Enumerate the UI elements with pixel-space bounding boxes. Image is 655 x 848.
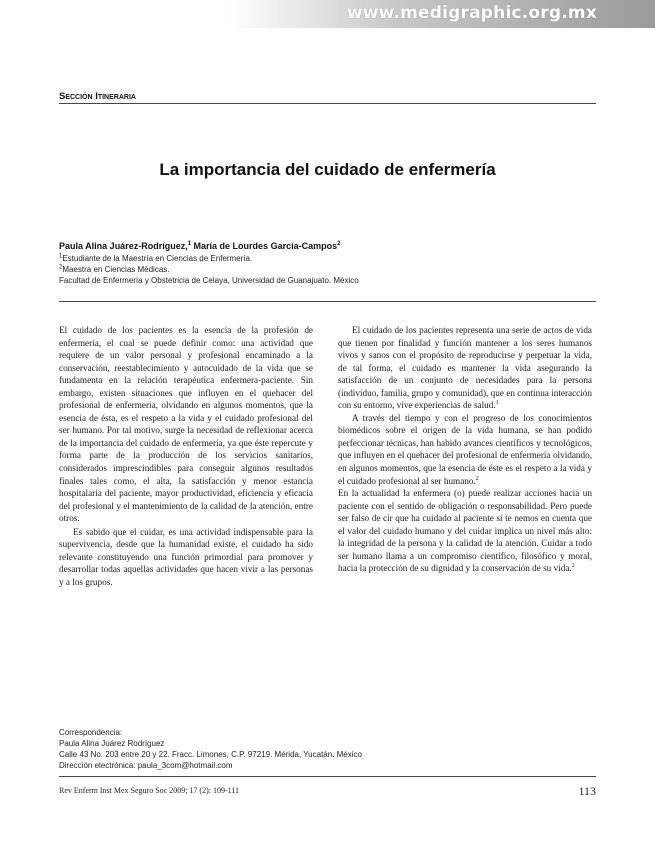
author-2: María de Lourdes García-Campos <box>191 241 338 251</box>
paragraph-right-3 <box>338 487 592 575</box>
column-right <box>338 324 592 575</box>
paragraph-right-1 <box>338 324 592 412</box>
author-1-sup: 1 <box>187 241 192 247</box>
affiliation-2-text: Maestra en Ciencias Médicas. <box>62 265 170 274</box>
affiliation-2 <box>59 265 170 274</box>
correspondence-email[interactable]: Dirección electrónica: paula_3com@hotmail.com <box>59 761 233 770</box>
banner-url[interactable]: www.medigraphic.org.mx <box>346 3 597 23</box>
correspondence-label: Correspondencia: <box>59 728 123 737</box>
author-list <box>59 241 340 251</box>
affiliation-1-sup: 1 <box>59 253 63 260</box>
paragraph-right-1-sup: 1 <box>495 400 499 407</box>
paragraph-right-2 <box>338 412 592 487</box>
paragraph-right-2-sup: 2 <box>475 475 479 482</box>
affiliation-1-text: Estudiante de la Maestría en Ciencias de Enfermería. <box>62 254 253 263</box>
paragraph-right-1-text: El cuidado de los pacientes representa una serie de actos de vida que tienen por finalidad y función mantener a los seres humanos vivos y sanos con el propósito de reproducirse y perpetuar la vida, de tal forma, el cuidado es mantener la vida asegurando la satisfacción de un conjunto de necesidades para la persona (individuo, familia, grupo y comunidad), que en continua interacción con su entorno, vive experiencias de salud. <box>338 325 592 411</box>
paragraph-right-3-text: En la actualidad la enfermera (o) puede realizar acciones hacia un paciente con el sentido de obligación o responsabilidad. Pero puede ser falso de cir que ha cuidado al paciente si te nemos en cuenta que el valor del cuidado humano y del cuidar implica un nivel más alto: la integridad de la persona y la calidad de la atención. Cuidar a todo ser humano llama a un compromiso científico, filosófico y moral, hacia la protección de su dignidad y la conservación de su vida. <box>338 488 592 574</box>
correspondence-address: Calle 43 No. 203 entre 20 y 22. Fracc. Limones, C.P. 97219. Mérida, Yucatán. México <box>59 750 362 759</box>
affiliation-2-sup: 2 <box>59 264 63 271</box>
paragraph-right-3-sup: 2 <box>571 563 575 570</box>
affiliation-3-text: Facultad de Enfermería y Obstetricia de Celaya, Universidad de Guanajuato. México <box>59 276 359 285</box>
page-number: 113 <box>578 784 596 798</box>
author-2-sup: 2 <box>337 241 341 247</box>
author-1: Paula Alina Juárez-Rodríguez, <box>59 241 188 251</box>
affiliation-3 <box>59 276 359 285</box>
column-left <box>59 324 313 588</box>
header-banner <box>0 0 655 28</box>
paragraph-right-2-text: A través del tiempo y con el progreso de los conocimientos biomédicos sobre el origen de la vida humana, se han podido perfeccionar técnicas, han habido avances científicos y tecnológicos, que influyen en el quehacer del profesional de enfermería olvidando, en algunos momentos, que la esencia de éste es el respeto a la vida y el cuidado profesional al ser humano. <box>338 412 592 486</box>
affiliation-1 <box>59 254 252 263</box>
article-title: La importancia del cuidado de enfermería <box>159 160 496 179</box>
journal-citation: Rev Enferm Inst Mex Seguro Soc 2009; 17 (2): 109-111 <box>59 786 240 795</box>
paragraph-left-2: Es sabido que el cuidar, es una actividad indispensable para la supervivencia, desde que la humanidad existe, el cuidado ha sido relevante constituyendo una función primordial para promover y desarrollar todas aquellas actividades que hacen vivir a las personas y a los grupos. <box>59 526 313 587</box>
section-label: Sección Itineraria <box>59 91 136 102</box>
divider-middle <box>59 301 596 302</box>
divider-top <box>59 103 596 104</box>
divider-bottom <box>59 776 596 777</box>
correspondence-name: Paula Alina Juárez Rodríguez <box>59 739 165 748</box>
paragraph-left-1: El cuidado de los pacientes es la esencia de la profesión de enfermería, el cual se puede definir como: una actividad que requiere de un valor personal y profesional encaminado a la conservación, reestablecimiento y autocuidado de la vida que se fundamenta en la relación terapéutica enfermera-paciente. Sin embargo, existen situaciones que influyen en el quehacer del profesional de enfermería, olvidando en algunos momentos, que la esencia de ésta, es el respeto a la vida y el cuidado profesional del ser humano. Por tal motivo, surge la necesidad de reflexionar acerca de la importancia del cuidado de enfermería, ya que éste repercute y forma parte de la producción de los servicios sanitarios, considerados imprescindibles para conseguir algunos resultados finales tales como, el alta, la satisfacción y menor estancia hospitalaria del paciente, mayor productividad, eficiencia y eficacia del profesional y el mantenimiento de la calidad de la atención, entre otros. <box>59 325 313 524</box>
